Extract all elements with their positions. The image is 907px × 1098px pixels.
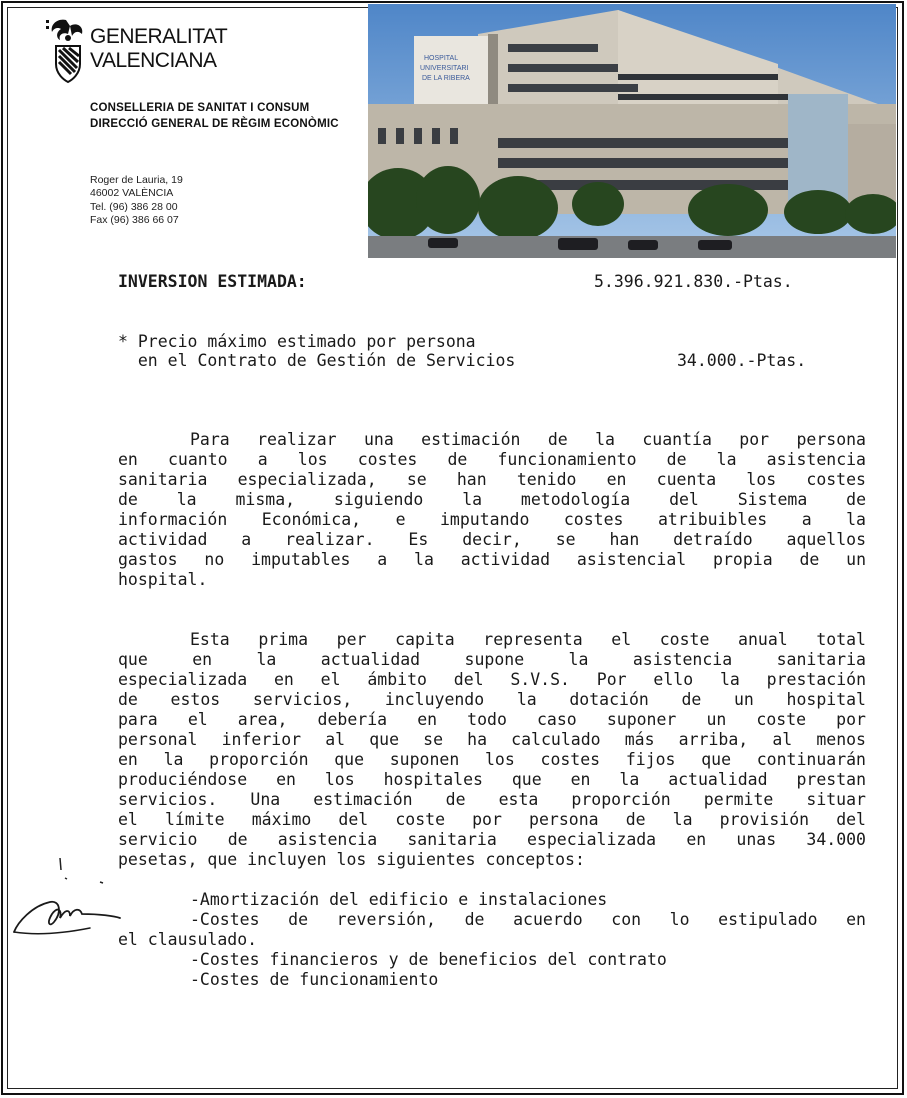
paragraph-line: servicio de asistencia sanitaria especializada en unas 34.000 bbox=[118, 830, 866, 849]
concept-item: -Amortización del edificio e instalaciones bbox=[190, 890, 608, 909]
hospital-photo bbox=[368, 4, 896, 258]
paragraph-line: información Económica, e imputando costes atribuibles a la bbox=[118, 510, 866, 529]
paragraph-line: de la misma, siguiendo la metodología del Sistema de bbox=[118, 490, 866, 509]
price-line2: en el Contrato de Gestión de Servicios bbox=[118, 351, 516, 370]
sign-text-2: UNIVERSITARI bbox=[420, 65, 469, 72]
paragraph-line: actividad a realizar. Es decir, se han detraído aquellos bbox=[118, 530, 866, 549]
paragraph-line: Para realizar una estimación de la cuantía por persona bbox=[190, 430, 866, 449]
generalitat-logo bbox=[44, 16, 228, 86]
paragraph-line: en la proporción que suponen los costes fijos que continuarán bbox=[118, 750, 866, 769]
bat-crest-icon bbox=[44, 16, 88, 86]
sign-text-1: HOSPITAL bbox=[424, 55, 459, 62]
paragraph-line: gastos no imputables a la actividad asistencial propia de un bbox=[118, 550, 866, 569]
paragraph-line: produciéndose en los hospitales que en la actualidad prestan bbox=[118, 770, 866, 789]
paragraph-line: en cuanto a los costes de funcionamiento de la asistencia bbox=[118, 450, 866, 469]
concept-item: -Costes de funcionamiento bbox=[190, 970, 439, 989]
concept-item: -Costes financieros y de beneficios del contrato bbox=[190, 950, 667, 969]
paragraph-line: el límite máximo del coste por persona de la provisión del bbox=[118, 810, 866, 829]
paragraph-line: especializada en el ámbito del S.V.S. Por ello la prestación bbox=[118, 670, 866, 689]
paragraph-line: servicios. Una estimación de esta proporción permite situar bbox=[118, 790, 866, 809]
org-name-line1: GENERALITAT bbox=[90, 25, 228, 48]
sign-text-3: DE LA RIBERA bbox=[422, 75, 470, 82]
price-line1: * Precio máximo estimado por persona bbox=[118, 332, 476, 351]
handwritten-initials bbox=[10, 852, 125, 946]
address-tel: Tel. (96) 386 28 00 bbox=[90, 201, 178, 213]
paragraph-line: que en la actualidad supone la asistencia sanitaria bbox=[118, 650, 866, 669]
address-city: 46002 VALÈNCIA bbox=[90, 187, 174, 199]
paragraph-line: personal inferior al que se ha calculado más arriba, al menos bbox=[118, 730, 866, 749]
paragraph-1 bbox=[118, 430, 866, 590]
paragraph-line: sanitaria especializada, se han tenido en cuenta los costes bbox=[118, 470, 866, 489]
investment-label: INVERSION ESTIMADA: bbox=[118, 272, 307, 291]
address-street: Roger de Lauria, 19 bbox=[90, 174, 183, 186]
price-value: 34.000.-Ptas. bbox=[677, 351, 807, 370]
paragraph-line: Esta prima per capita representa el coste anual total bbox=[190, 630, 866, 649]
department-line2: DIRECCIÓ GENERAL DE RÈGIM ECONÒMIC bbox=[90, 118, 339, 130]
concept-item-wrapped bbox=[118, 910, 866, 950]
paragraph-2 bbox=[118, 630, 866, 870]
concept-line: el clausulado. bbox=[118, 930, 258, 949]
concept-line: -Costes de reversión, de acuerdo con lo estipulado en bbox=[190, 910, 866, 929]
paragraph-line: para el area, debería en todo caso suponer un coste por bbox=[118, 710, 866, 729]
department-line1: CONSELLERIA DE SANITAT I CONSUM bbox=[90, 102, 310, 114]
paragraph-line: de estos servicios, incluyendo la dotación de un hospital bbox=[118, 690, 866, 709]
address-fax: Fax (96) 386 66 07 bbox=[90, 214, 179, 226]
org-name-line2: VALENCIANA bbox=[90, 49, 217, 72]
investment-value: 5.396.921.830.-Ptas. bbox=[594, 272, 793, 291]
paragraph-line: pesetas, que incluyen los siguientes conceptos: bbox=[118, 850, 585, 869]
paragraph-line: hospital. bbox=[118, 570, 208, 589]
